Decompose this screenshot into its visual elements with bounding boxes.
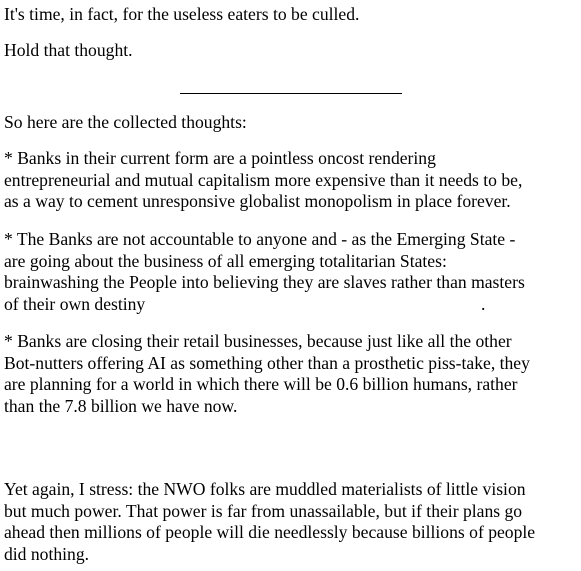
- bullet-line-text: of their own destiny: [4, 293, 146, 314]
- bullet-banks-not-accountable: [4, 229, 525, 315]
- closing-line: did nothing.: [4, 543, 90, 564]
- section-divider: [180, 93, 402, 94]
- bullet-line: are planning for a world in which there will be 0.6 billion humans, rather: [4, 374, 518, 394]
- bullet-line: [4, 294, 525, 316]
- closing-line: ahead then millions of people will die needlessly because billions of people: [4, 522, 536, 542]
- bullet-line: than the 7.8 billion we have now.: [4, 395, 238, 416]
- bullet-line: as a way to cement unresponsive globalist monopolism in place forever.: [4, 191, 511, 211]
- closing-line: Yet again, I stress: the NWO folks are muddled materialists of little vision: [4, 479, 526, 499]
- closing-paragraph: [4, 479, 535, 565]
- bullet-banks-oncost: [4, 148, 522, 213]
- collected-thoughts-lead: So here are the collected thoughts:: [4, 112, 247, 132]
- bullet-line: entrepreneurial and mutual capitalism more expensive than it needs to be,: [4, 169, 523, 190]
- bullet-line: * Banks are closing their retail businesses, because just like all the other: [4, 331, 512, 351]
- stray-period-mark: .: [481, 293, 486, 314]
- bullet-line: * The Banks are not accountable to anyone and - as the Emerging State -: [4, 229, 516, 249]
- bullet-line: are going about the business of all emerging totalitarian States:: [4, 250, 447, 271]
- intro-line-hold-thought: Hold that thought.: [4, 40, 133, 60]
- bullet-line: brainwashing the People into believing they are slaves rather than masters: [4, 272, 525, 292]
- intro-line-useless-eaters: It's time, in fact, for the useless eaters to be culled.: [4, 4, 360, 24]
- bullet-line: * Banks in their current form are a pointless oncost rendering: [4, 148, 436, 168]
- closing-line: but much power. That power is far from unassailable, but if their plans go: [4, 500, 523, 521]
- bullet-line: Bot-nutters offering AI as something other than a prosthetic piss-take, they: [4, 352, 530, 373]
- bullet-banks-closing-retail: [4, 331, 530, 417]
